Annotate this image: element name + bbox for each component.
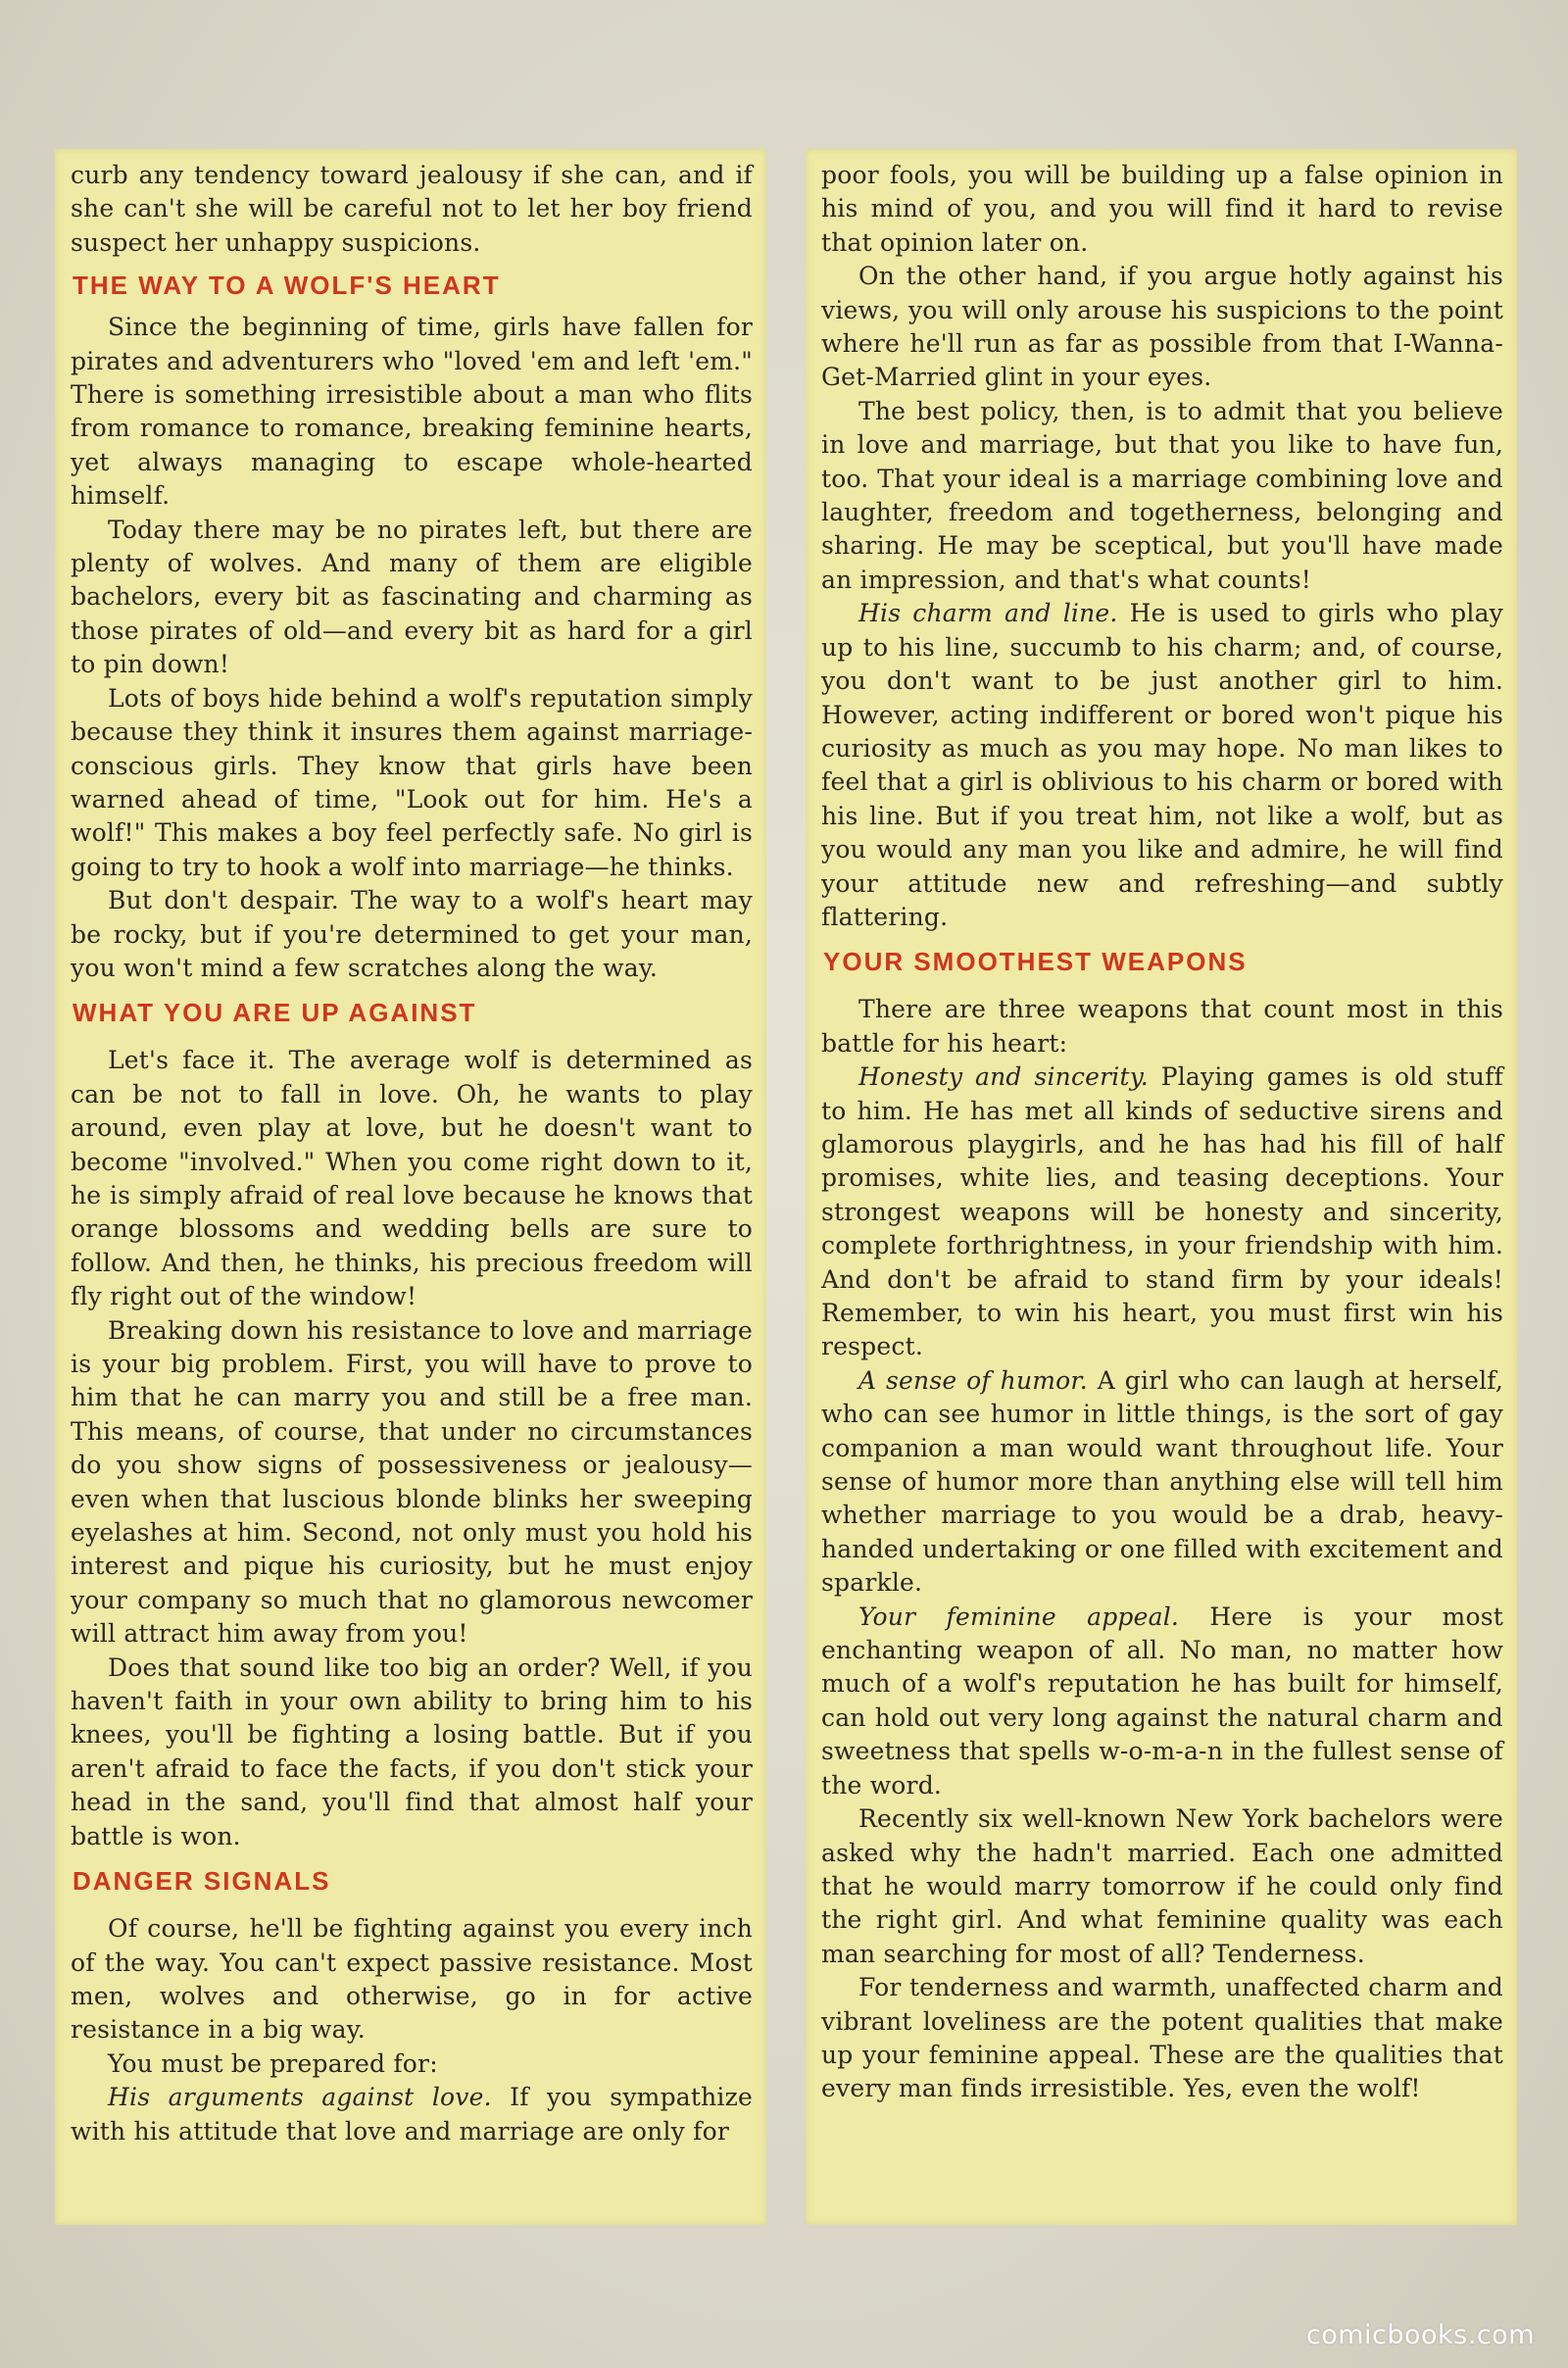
section-heading-smoothest-weapons: YOUR SMOOTHEST WEAPONS (823, 947, 1248, 977)
paragraph: But don't despair. The way to a wolf's heart may be rocky, but if you're determined to get your man, you won't mind a few scratches along the way. (71, 886, 753, 982)
paragraph (821, 1061, 1503, 1364)
paragraph: Let's face it. The average wolf is determined as can be not to fall in love. Oh, he wants to play around, even play at love, but he doesn't want to become "involved." When you come right down to it, he is simply afraid of real love because he knows that orange blossoms and wedding bells are sure to follow. And then, he thinks, his precious freedom will fly right out of the window! (71, 1046, 753, 1311)
paragraph-body: Playing games is old stuff to him. He has met all kinds of seductive sirens and glamorous playgirls, and he has had his fill of half promises, white lies, and teasing deceptions. Your strongest weapons will be honesty and sincerity, complete forthrightness, in your friendship with him. And don't be afraid to stand firm by your ideals! Remember, to win his heart, you must first win his respect. (821, 1062, 1503, 1361)
paragraph (821, 1364, 1503, 1601)
paragraph-body: Here is your most enchanting weapon of all. No man, no matter how much of a wolf's reputation he has built for himself, can hold out very long against the natural charm and sweetness that spells w-o-m-a-n in the fullest sense of the word. (821, 1602, 1503, 1800)
paragraph: Breaking down his resistance to love and marriage is your big problem. First, you will have to prove to him that he can marry you and still be a free man. This means, of course, that under no circumstances do you show signs of possessiveness or jealousy—even when that luscious blonde blinks her sweeping eyelashes at him. Second, not only must you hold his interest and pique his curiosity, but he must enjoy your company so much that no glamorous newcomer will attract him away from you! (71, 1315, 753, 1649)
paragraph: There are three weapons that count most in this battle for his heart: (821, 995, 1503, 1058)
left-column (55, 149, 766, 2225)
section-heading-danger-signals: DANGER SIGNALS (73, 1866, 331, 1897)
paragraph-body: If you sympathize with his attitude that love and marriage are only for (71, 2083, 753, 2146)
paragraph: The best policy, then, is to admit that you believe in love and marriage, but that you like to have fun, too. That your ideal is a marriage combining love and laughter, freedom and togetherness, belonging and sharing. He may be sceptical, but you'll have made an impression, and that's what counts! (821, 396, 1503, 594)
paragraph: You must be prepared for: (108, 2048, 438, 2078)
paragraph: For tenderness and warmth, unaffected charm and vibrant loveliness are the potent qualities that make up your feminine appeal. These are the qualities that every man finds irresistible. Yes, even the wolf! (821, 1973, 1503, 2103)
paragraph-body: He is used to girls who play up to his line, succumb to his charm; and, of course, you don't want to be just another girl to him. However, acting indifferent or bored won't pique his curiosity as much as you may hope. No man likes to feel that a girl is oblivious to his charm or bored with his line. But if you treat him, not like a wolf, but as you would any man you like and admire, he will find your attitude new and refreshing—and subtly flattering. (821, 599, 1503, 931)
paragraph: Recently six well-known New York bachelors were asked why the hadn't married. Each one admitted that he would marry tomorrow if he could only find the right girl. And what feminine quality was each man searching for most of all? Tenderness. (821, 1804, 1503, 1968)
paragraph (71, 2081, 753, 2148)
paragraph (821, 1601, 1503, 1802)
paragraph-lead-in: Your feminine appeal. (858, 1602, 1180, 1631)
paragraph: Lots of boys hide behind a wolf's reputation simply because they think it insures them against marriage-conscious girls. They know that girls have been warned ahead of time, "Look out for him. He's a wolf!" This makes a boy feel perfectly safe. No girl is going to try to hook a wolf into marriage—he thinks. (71, 683, 753, 881)
right-column (806, 149, 1517, 2225)
section-heading-up-against: WHAT YOU ARE UP AGAINST (73, 998, 477, 1028)
section-heading-wolfs-heart: THE WAY TO A WOLF'S HEART (73, 271, 501, 301)
watermark: comicbooks.com (1305, 2320, 1535, 2350)
paragraph: poor fools, you will be building up a false opinion in his mind of you, and you will find it hard to revise that opinion later on. (821, 161, 1503, 257)
paragraph-lead-in: Honesty and sincerity. (858, 1062, 1149, 1092)
paragraph-body: A girl who can laugh at herself, who can see humor in little things, is the sort of gay companion a man would want throughout life. Your sense of humor more than anything else will tell him whether marriage to you would be a drab, heavy-handed undertaking or one filled with excitement and sparkle. (821, 1365, 1503, 1598)
paragraph: Of course, he'll be fighting against you every inch of the way. You can't expect passive resistance. Most men, wolves and otherwise, go in for active resistance in a big way. (71, 1914, 753, 2045)
paragraph-lead-in: His arguments against love. (108, 2083, 492, 2112)
paragraph: On the other hand, if you argue hotly against his views, you will only arouse his suspicions to the point where he'll run as far as possible from that I-Wanna-Get-Married glint in your eyes. (821, 262, 1503, 392)
paragraph (821, 597, 1503, 934)
paragraph-lead-in: A sense of humor. (858, 1365, 1088, 1395)
paragraph: curb any tendency toward jealousy if she can, and if she can't she will be careful not to let her boy friend suspect her unhappy suspicions. (71, 161, 753, 257)
paragraph: Today there may be no pirates left, but there are plenty of wolves. And many of them are eligible bachelors, every bit as fascinating and charming as those pirates of old—and every bit as hard for a girl to pin down! (71, 515, 753, 679)
paragraph: Does that sound like too big an order? Well, if you haven't faith in your own ability to bring him to his knees, you'll be fighting a losing battle. But if you aren't afraid to face the facts, if you don't stick your head in the sand, you'll find that almost half your battle is won. (71, 1653, 753, 1850)
paragraph-lead-in: His charm and line. (858, 599, 1118, 628)
paragraph: Since the beginning of time, girls have fallen for pirates and adventurers who "loved 'em and left 'em." There is something irresistible about a man who flits from romance to romance, breaking feminine hearts, yet always managing to escape whole-hearted himself. (71, 313, 753, 511)
